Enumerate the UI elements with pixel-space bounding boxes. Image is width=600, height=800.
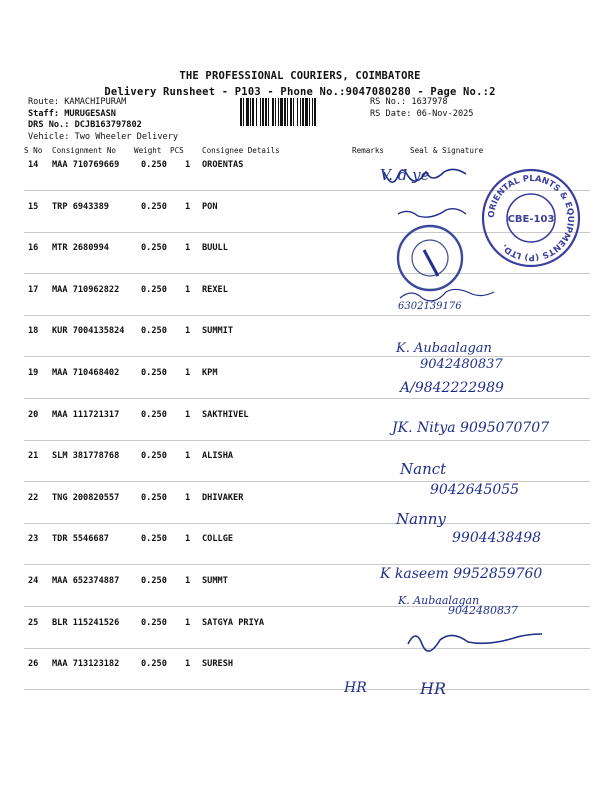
row-consignee: PON (202, 201, 218, 212)
row-pcs: 1 (185, 492, 191, 503)
row-consignee: DHIVAKER (202, 492, 244, 503)
row-consignment-no: KUR 7004135824 (52, 326, 125, 337)
row-consignee: KPM (202, 368, 218, 378)
handwriting-row21-name: Nanct (400, 460, 447, 478)
handwriting-row26-a: HR (344, 680, 367, 696)
vehicle-label: Vehicle: Two Wheeler Delivery (28, 131, 179, 142)
handwriting-row20: JK. Nitya 9095070707 (392, 420, 550, 436)
staff-label: Staff: MURUGESASN (28, 108, 116, 119)
row-consignee: REXEL (202, 284, 228, 295)
row-consignment-no: MAA 710769669 (52, 160, 120, 170)
row-sno: 18 (28, 326, 39, 337)
row-consignment-no: BLR 115241526 (52, 617, 120, 628)
row-sno: 25 (28, 617, 39, 628)
handwriting-row22-phone: 9904438498 (452, 530, 542, 546)
col-weight: Weight (134, 146, 162, 155)
row-weight: 0.250 (141, 492, 167, 503)
row-sno: 20 (28, 409, 39, 420)
handwriting-row24-second-name: K. Aubaalagan (398, 594, 480, 607)
handwriting-row24-second-phone: 9042480837 (448, 604, 518, 617)
row-consignee: SUMMT (202, 576, 228, 586)
row-consignee: BUULL (202, 243, 228, 254)
row-pcs: 1 (185, 409, 191, 420)
row-consignee: ALISHA (202, 451, 234, 462)
row-sno: 21 (28, 451, 39, 462)
row-pcs: 1 (185, 284, 191, 295)
drs-number: DRS No.: DCJB163797802 (28, 120, 142, 130)
row-pcs: 1 (185, 534, 191, 545)
row-weight: 0.250 (141, 451, 167, 462)
handwriting-row24-name-phone: K kaseem 9952859760 (380, 566, 543, 582)
row-weight: 0.250 (141, 534, 167, 545)
row-weight: 0.250 (141, 160, 167, 170)
row-consignment-no: TNG 200820557 (52, 492, 120, 503)
signature-row25 (408, 634, 542, 651)
row-weight: 0.250 (141, 284, 167, 295)
signature-row17 (400, 289, 494, 300)
row-pcs: 1 (185, 617, 191, 628)
col-consignment: Consignment No (52, 146, 117, 155)
row-pcs: 1 (185, 368, 191, 378)
row-consignee: OROENTAS (202, 160, 244, 170)
row-consignee: SATGYA PRIYA (202, 617, 265, 628)
secondary-stamp (398, 226, 462, 290)
row-consignment-no: MAA 710962822 (52, 284, 120, 295)
row-sno: 23 (28, 534, 39, 545)
row-sno: 16 (28, 243, 39, 254)
row-pcs: 1 (185, 451, 191, 462)
row-weight: 0.250 (141, 576, 167, 586)
row-consignee: SAKTHIVEL (202, 409, 249, 420)
row-consignment-no: TRP 6943389 (52, 201, 109, 212)
col-seal-signature: Seal & Signature (410, 146, 484, 155)
rs-number: RS No.: 1637978 (370, 97, 448, 107)
row-consignee: SURESH (202, 659, 234, 670)
row-consignment-no: MAA 713123182 (52, 659, 120, 670)
handwriting-row21-phone: 9042645055 (430, 482, 520, 498)
stamp-code: CBE-103 (507, 214, 555, 225)
handwriting-row19: A/9842222989 (400, 380, 504, 396)
row-consignment-no: TDR 5546687 (52, 534, 109, 545)
row-weight: 0.250 (141, 617, 167, 628)
row-sno: 22 (28, 492, 39, 503)
route-label: Route: KAMACHIPURAM (28, 97, 127, 107)
handwriting-row22-name: Nanny (396, 510, 446, 528)
row-pcs: 1 (185, 201, 191, 212)
row-sno: 24 (28, 576, 39, 586)
row-pcs: 1 (185, 326, 191, 337)
row-consignment-no: SLM 381778768 (52, 451, 120, 462)
row-pcs: 1 (185, 243, 191, 254)
col-remarks: Remarks (352, 146, 385, 155)
handwriting-row17: 6302139176 (398, 301, 462, 312)
row-sno: 14 (28, 160, 39, 170)
signature-row15 (398, 209, 466, 217)
row-weight: 0.250 (141, 326, 167, 337)
row-weight: 0.250 (141, 659, 167, 670)
row-consignment-no: MAA 710468402 (52, 368, 120, 378)
row-consignment-no: MTR 2680994 (52, 243, 109, 254)
handwriting-row14: V. d ye (380, 166, 430, 184)
handwriting-row18-phone: 9042480837 (420, 357, 503, 372)
col-pcs: PCS (170, 146, 184, 155)
row-consignment-no: MAA 111721317 (52, 409, 120, 420)
row-pcs: 1 (185, 659, 191, 670)
row-consignment-no: MAA 652374887 (52, 576, 120, 586)
company-title: THE PROFESSIONAL COURIERS, COIMBATORE (179, 70, 421, 82)
handwriting-row26-b: HR (420, 679, 446, 698)
rs-date: RS Date: 06-Nov-2025 (370, 108, 474, 119)
row-pcs: 1 (185, 160, 191, 170)
row-sno: 17 (28, 284, 39, 295)
runsheet-title: Delivery Runsheet - P103 - Phone No.:9047080280 - Page No.:2 (104, 86, 496, 98)
row-weight: 0.250 (141, 201, 167, 212)
row-sno: 15 (28, 201, 39, 212)
row-weight: 0.250 (141, 243, 167, 254)
company-stamp (483, 170, 579, 266)
stamp-text: ORIENTAL PLANTS & EQUIPMENTS (P) LTD. (486, 173, 576, 263)
row-weight: 0.250 (141, 409, 167, 420)
handwriting-row18-name: K. Aubaalagan (396, 341, 492, 356)
row-consignee: COLLGE (202, 534, 234, 545)
row-sno: 19 (28, 368, 39, 378)
row-sno: 26 (28, 659, 39, 670)
row-weight: 0.250 (141, 368, 167, 378)
col-consignee: Consignee Details (202, 146, 280, 155)
col-sno: S No (24, 146, 43, 155)
row-pcs: 1 (185, 576, 191, 586)
row-consignee: SUMMIT (202, 326, 234, 337)
